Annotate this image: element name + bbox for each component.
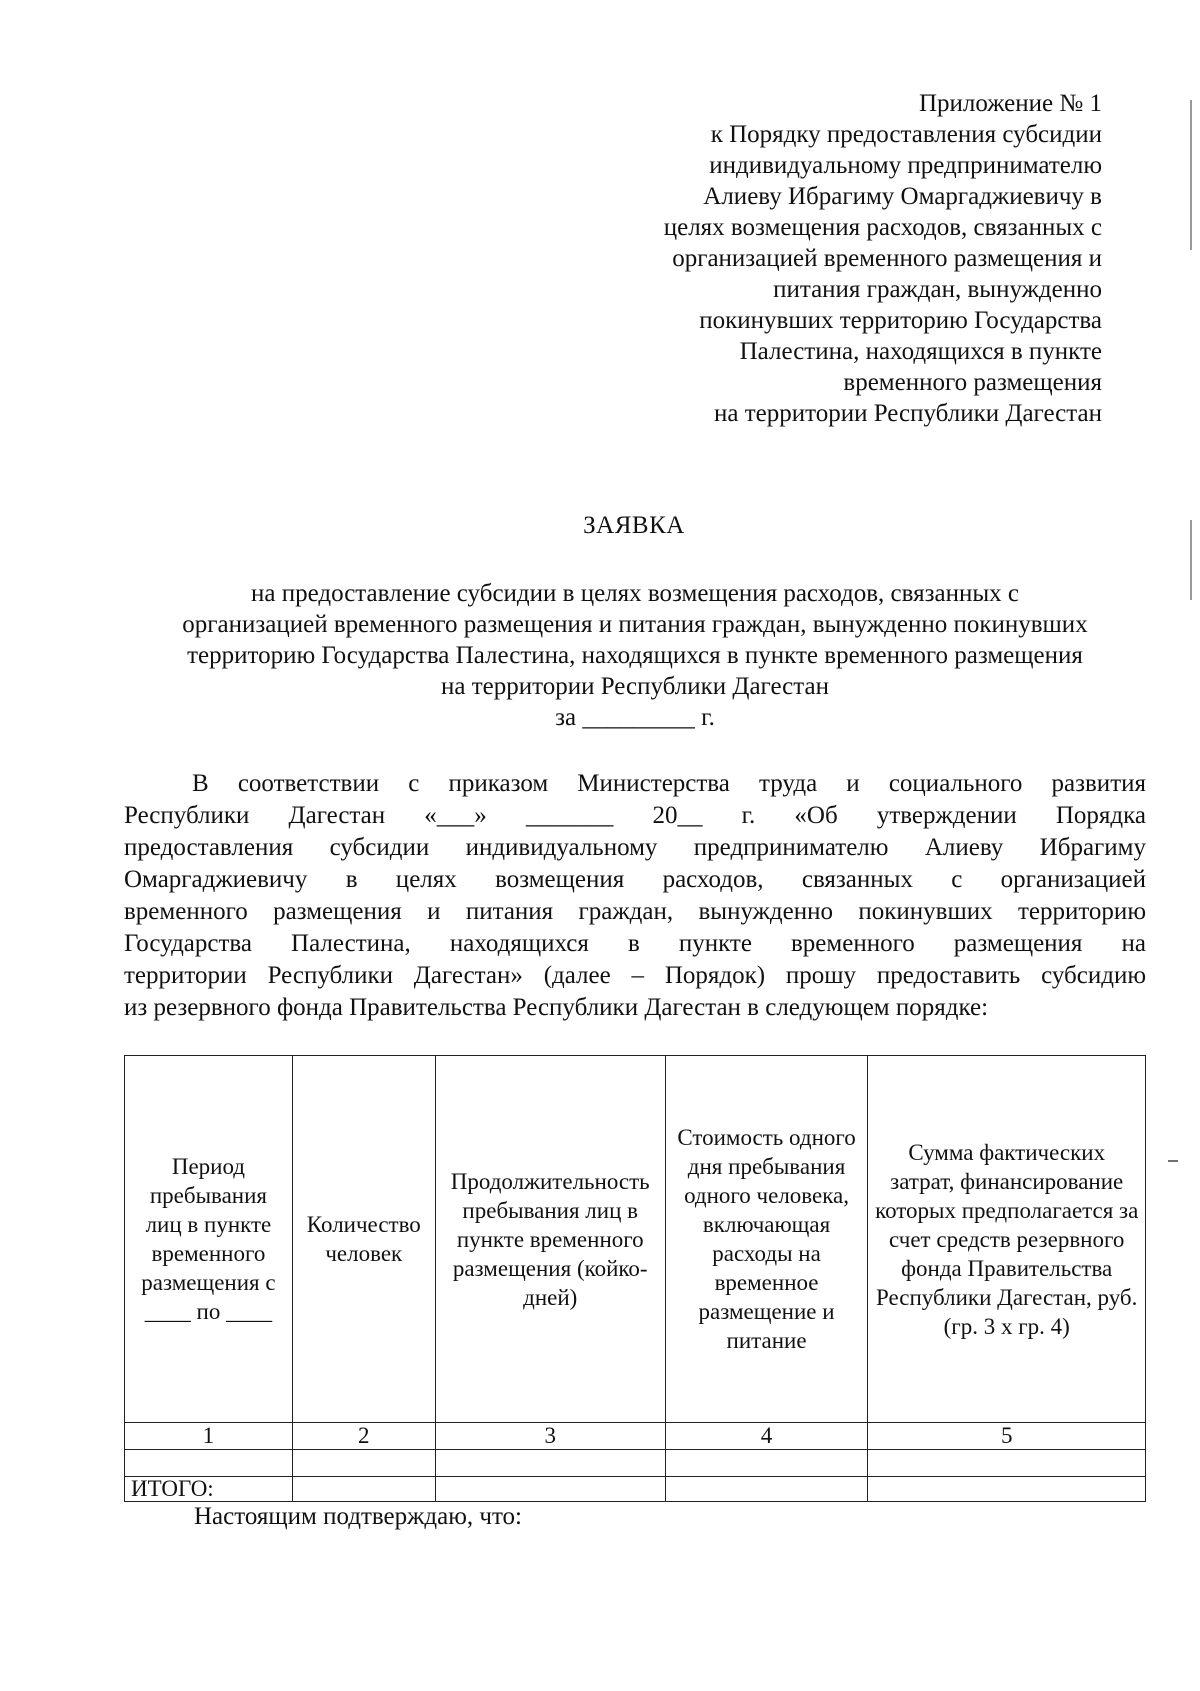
table-total-row: [125, 1477, 1146, 1502]
table-header-cell: Сумма фактических затрат, финансирование которых предполагается за счет средств резервного фонда Правительства Республики Дагестан, руб. (гр. 3 х гр. 4): [868, 1056, 1146, 1423]
confirm-text: Настоящим подтверждаю, что:: [194, 1503, 523, 1530]
table-cell: [435, 1477, 665, 1502]
subtitle-line: территорию Государства Палестина, находящихся в пункте временного размещения: [187, 642, 1083, 669]
scan-edge-mark: [1190, 520, 1192, 600]
document-title: ЗАЯВКА: [583, 512, 685, 539]
annex-line: покинувших территорию Государства: [699, 307, 1102, 334]
table-header-cell: Стоимость одного дня пребывания одного человека, включающая расходы на временное размещение и питание: [665, 1056, 868, 1423]
body-line: территории Республики Дагестан» (далее – Порядок) прошу предоставить субсидию: [124, 962, 1146, 989]
table-row: [125, 1450, 1146, 1477]
subtitle-line: организацией временного размещения и питания граждан, вынужденно покинувших: [182, 611, 1088, 638]
annex-line: Приложение № 1: [918, 90, 1102, 117]
annex-line: организацией временного размещения и: [672, 245, 1102, 272]
table-cell: [125, 1450, 293, 1477]
annex-line: к Порядку предоставления субсидии: [710, 121, 1102, 148]
table-header-cell: Продолжительность пребывания лиц в пункте временного размещения (койко-дней): [435, 1056, 665, 1423]
table-column-numbers-row: [125, 1423, 1146, 1450]
scan-edge-mark: [1190, 100, 1192, 250]
table-cell: [435, 1450, 665, 1477]
body-line: из резервного фонда Правительства Республики Дагестан в следующем порядке:: [124, 994, 989, 1021]
annex-line: индивидуальному предпринимателю: [709, 152, 1102, 179]
table-cell: [292, 1450, 435, 1477]
table-header-row: [125, 1056, 1146, 1423]
body-line: Государства Палестина, находящихся в пункте временного размещения на: [124, 930, 1146, 957]
annex-line: Палестина, находящихся в пункте: [739, 338, 1102, 365]
document-subtitle: [124, 578, 1146, 733]
table-cell: [665, 1450, 868, 1477]
annex-block: [542, 88, 1102, 429]
annex-line: целях возмещения расходов, связанных с: [663, 214, 1102, 241]
subtitle-period-line: за _________ г.: [555, 704, 715, 731]
column-number: 2: [292, 1423, 435, 1450]
column-number: 3: [435, 1423, 665, 1450]
column-number: 4: [665, 1423, 868, 1450]
table-cell: [665, 1477, 868, 1502]
body-paragraph: [124, 768, 1146, 1024]
subtitle-line: на территории Республики Дагестан: [441, 673, 829, 700]
table-cell: [868, 1477, 1146, 1502]
scan-edge-mark: [1168, 1160, 1178, 1162]
annex-line: временного размещения: [843, 369, 1102, 396]
table-header-cell: Период пребывания лиц в пункте временного размещения с ____ по ____: [125, 1056, 293, 1423]
body-line: В соответствии с приказом Министерства труда и социального развития: [192, 770, 1146, 797]
table-cell: [868, 1450, 1146, 1477]
annex-line: питания граждан, вынужденно: [773, 276, 1102, 303]
table-cell: [292, 1477, 435, 1502]
body-line: предоставления субсидии индивидуальному предпринимателю Алиеву Ибрагиму: [124, 834, 1146, 861]
body-line: Республики Дагестан «___» _______ 20__ г. «Об утверждении Порядка: [124, 802, 1146, 829]
total-label: ИТОГО:: [125, 1477, 293, 1502]
body-line: временного размещения и питания граждан, вынужденно покинувших территорию: [124, 898, 1146, 925]
subsidy-table: [124, 1055, 1146, 1502]
column-number: 1: [125, 1423, 293, 1450]
annex-line: Алиеву Ибрагиму Омаргаджиевичу в: [703, 183, 1102, 210]
table-header-cell: Количество человек: [292, 1056, 435, 1423]
annex-line: на территории Республики Дагестан: [714, 400, 1102, 427]
column-number: 5: [868, 1423, 1146, 1450]
body-line: Омаргаджиевичу в целях возмещения расходов, связанных с организацией: [124, 866, 1146, 893]
subtitle-line: на предоставление субсидии в целях возмещения расходов, связанных с: [251, 580, 1019, 607]
